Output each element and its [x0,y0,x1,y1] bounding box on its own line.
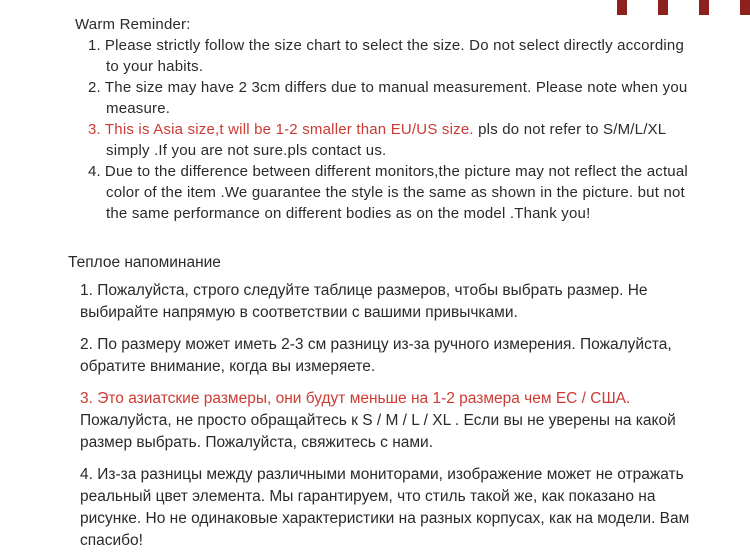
list-item-text: Due to the difference between different monitors,the picture may not reflect the actual color of the item .We guarantee the style is the same as shown in the picture. but not the same performance on different bodies as on the model .Thank you! [104,163,688,222]
paragraph-highlight-text: 3. Это азиатские размеры, они будут меньше на 1-2 размера чем ЕС / США. [80,390,631,407]
list-item-number: 4. [88,163,101,180]
list-item-text: The size may have 2 3cm differs due to manual measurement. Please note when you measure. [104,79,688,117]
list-item [88,35,695,77]
list-item [88,119,695,161]
english-list [88,35,695,224]
paragraph [80,334,700,378]
list-item [88,161,695,224]
list-item [88,77,695,119]
list-item-text: pls do not refer to S/M/L/XL simply .If you are not sure.pls contact us. [106,121,666,159]
paragraph [80,388,700,454]
red-square-icon [699,0,709,15]
red-square-icon [658,0,668,15]
russian-section-title: Теплое напоминание [68,254,221,271]
paragraph-text: 1. Пожалуйста, строго следуйте таблице размеров, чтобы выбрать размер. Не выбирайте напрямую в соответствии с вашими привычками. [80,282,648,321]
list-item-number: 2. [88,79,101,96]
paragraph-text: 4. Из-за разницы между различными мониторами, изображение может не отражать реальный цвет элемента. Мы гарантируем, что стиль такой же, как показано на рисунке. Но не одинаковые характеристики на разных корпусах, как на модели. Вам спасибо! [80,466,690,549]
paragraph [80,280,700,324]
english-section [0,0,750,224]
paragraph-text: 2. По размеру может иметь 2-3 см разницу из-за ручного измерения. Пожалуйста, обратите внимание, когда вы измеряете. [80,336,672,375]
paragraph [80,464,700,552]
red-square-icon [617,0,627,15]
russian-section [0,252,750,552]
list-item-number: 1. [88,37,101,54]
red-square-icon [740,0,750,15]
list-item-highlight-text: This is Asia size,t will be 1-2 smaller than EU/US size. [104,121,474,138]
decorative-squares [617,0,750,15]
list-item-text: Please strictly follow the size chart to select the size. Do not select directly according to your habits. [104,37,685,75]
english-section-title: Warm Reminder: [75,16,191,33]
list-item-number: 3. [88,121,101,138]
paragraph-text: Пожалуйста, не просто обращайтесь к S / M / L / XL . Если вы не уверены на какой размер выбрать. Пожалуйста, свяжитесь с нами. [80,412,676,451]
